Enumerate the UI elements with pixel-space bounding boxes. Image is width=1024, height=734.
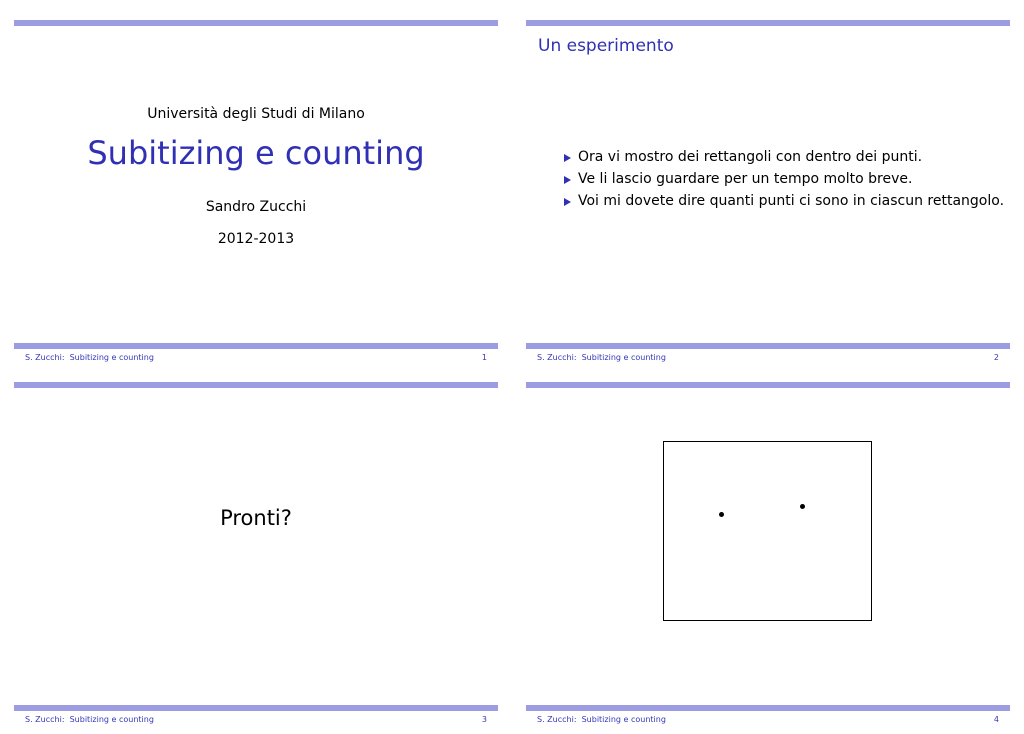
- bullet-text: Ve li lascio guardare per un tempo molto breve.: [578, 171, 913, 187]
- bullet-text: Ora vi mostro dei rettangoli con dentro dei punti.: [578, 149, 923, 165]
- footer-bar: [526, 343, 1010, 349]
- slide-4: [526, 382, 1010, 734]
- list-item: [578, 168, 1004, 190]
- footer-info: S. Zucchi: Subitizing e counting: [537, 353, 666, 362]
- footer-bar: [14, 343, 498, 349]
- footer-title: Subitizing e counting: [581, 715, 666, 724]
- footer-author: S. Zucchi: [25, 715, 62, 724]
- triangle-bullet-icon: [564, 198, 571, 206]
- dot: [800, 504, 805, 509]
- footer-info: S. Zucchi: Subitizing e counting: [25, 353, 154, 362]
- footer-bar: [14, 705, 498, 711]
- slide-2: [526, 20, 1010, 372]
- date-text: 2012-2013: [217, 231, 295, 247]
- list-item: [578, 190, 1004, 212]
- slide-1: [14, 20, 498, 372]
- footer-info: S. Zucchi: Subitizing e counting: [537, 715, 666, 724]
- footer-title: Subitizing e counting: [581, 353, 666, 362]
- footer-author: S. Zucchi: [537, 715, 574, 724]
- dot: [719, 512, 724, 517]
- header-bar: [526, 382, 1010, 388]
- ready-question: Pronti?: [220, 506, 292, 530]
- slide-3: [14, 382, 498, 734]
- footer-bar: [526, 705, 1010, 711]
- institution-text: Università degli Studi di Milano: [147, 106, 365, 122]
- footer-author: S. Zucchi: [537, 353, 574, 362]
- author-name: Sandro Zucchi: [205, 199, 307, 215]
- triangle-bullet-icon: [564, 176, 571, 184]
- header-bar: [14, 20, 498, 26]
- presentation-title: Subitizing e counting: [87, 134, 425, 172]
- page-number: 2: [993, 353, 999, 362]
- header-bar: [526, 20, 1010, 26]
- footer-title: Subitizing e counting: [69, 353, 154, 362]
- bullet-text: Voi mi dovete dire quanti punti ci sono in ciascun rettangolo.: [578, 193, 1005, 209]
- page-number: 3: [481, 715, 487, 724]
- footer-title: Subitizing e counting: [69, 715, 154, 724]
- header-bar: [14, 382, 498, 388]
- page-number: 4: [993, 715, 999, 724]
- bullet-list: [578, 146, 1004, 212]
- footer-info: S. Zucchi: Subitizing e counting: [25, 715, 154, 724]
- footer-author: S. Zucchi: [25, 353, 62, 362]
- triangle-bullet-icon: [564, 154, 571, 162]
- dot-rectangle: [663, 441, 872, 621]
- list-item: [578, 146, 1004, 168]
- page-number: 1: [481, 353, 487, 362]
- frame-title: Un esperimento: [538, 36, 674, 56]
